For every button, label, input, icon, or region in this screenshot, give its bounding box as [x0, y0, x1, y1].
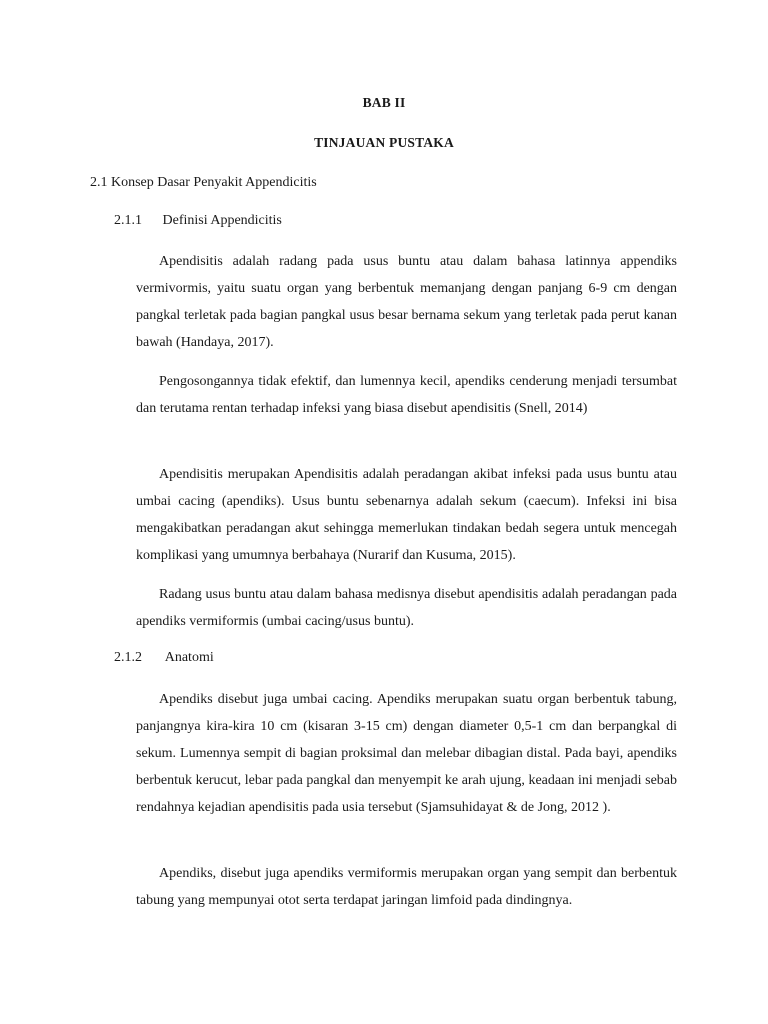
- chapter-heading: BAB II: [362, 95, 406, 110]
- paragraph: Pengosongannya tidak efektif, dan lumennya kecil, apendiks cenderung menjadi tersumbat dan terutama rentan terhadap infeksi yang biasa disebut apendisitis (Snell, 2014): [136, 374, 677, 416]
- paragraph: Apendisitis merupakan Apendisitis adalah peradangan akibat infeksi pada usus buntu atau umbai cacing (apendiks). Usus buntu sebenarnya adalah sekum (caecum). Infeksi ini bisa mengakibatkan peradangan akut sehingga memerlukan tindakan bedah segera untuk mencegah komplikasi yang umumnya berbahaya (Nurarif dan Kusuma, 2015).: [136, 467, 677, 563]
- subsection-number: 2.1.2: [114, 650, 142, 665]
- paragraph: Apendiks, disebut juga apendiks vermiformis merupakan organ yang sempit dan berbentuk tabung yang mempunyai otot serta terdapat jaringan limfoid pada dindingnya.: [136, 866, 677, 908]
- chapter-title: TINJAUAN PUSTAKA: [314, 135, 454, 150]
- paragraph: Apendisitis adalah radang pada usus buntu atau dalam bahasa latinnya appendiks vermivormis, yaitu suatu organ yang berbentuk memanjang dengan panjang 6-9 cm dengan pangkal terletak pada bagian pangkal usus besar bernama sekum yang terletak pada perut kanan bawah (Handaya, 2017).: [136, 254, 677, 350]
- paragraph: Apendiks disebut juga umbai cacing. Apendiks merupakan suatu organ berbentuk tabung, panjangnya kira-kira 10 cm (kisaran 3-15 cm) dengan diameter 0,5-1 cm dan berpangkal di sekum. Lumennya sempit di bagian proksimal dan melebar dibagian distal. Pada bayi, apendiks berbentuk kerucut, lebar pada pangkal dan menyempit ke arah ujung, keadaan ini menjadi sebab rendahnya kejadian apendisitis pada usia tersebut (Sjamsuhidayat & de Jong, 2012 ).: [136, 692, 677, 815]
- subsection-title: Definisi Appendicitis: [162, 213, 282, 228]
- subsection-number: 2.1.1: [114, 213, 142, 228]
- subsection-heading-2-1-2: [114, 650, 214, 666]
- section-heading-2-1: 2.1 Konsep Dasar Penyakit Appendicitis: [90, 175, 317, 190]
- subsection-title: Anatomi: [164, 650, 214, 665]
- paragraph: Radang usus buntu atau dalam bahasa medisnya disebut apendisitis adalah peradangan pada apendiks vermiformis (umbai cacing/usus buntu).: [136, 587, 677, 629]
- subsection-heading-2-1-1: [114, 213, 282, 229]
